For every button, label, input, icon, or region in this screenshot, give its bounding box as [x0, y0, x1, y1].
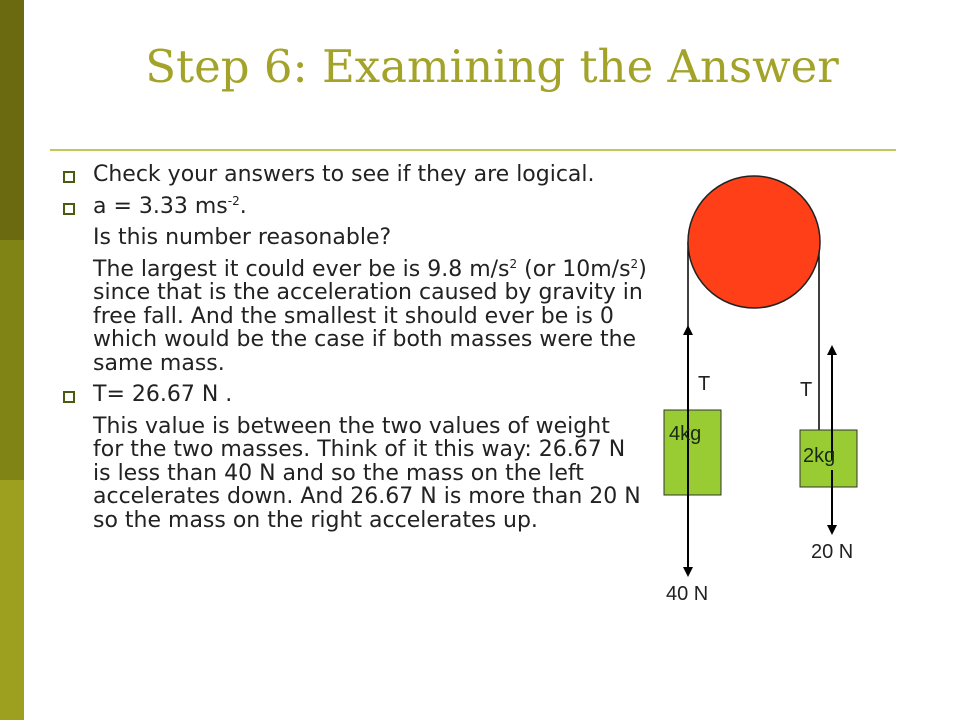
left-weight-label: 40 N	[666, 583, 709, 605]
right-weight-label: 20 N	[811, 541, 854, 563]
tension-explanation: This value is between the two values of weight for the two masses. Think of it this way: 26.67 N is less than 40 N and so the mass on the left accelerates down. And 26.67 N is more than 20 N so the mass on the right accelerates up.	[93, 413, 641, 533]
bullet-acceleration: a = 3.33 $ms^{-2}$.	[62, 195, 647, 219]
bullet-tension: T= 26.67 N .	[62, 383, 647, 407]
pulley-wheel	[688, 176, 820, 308]
slide-body	[62, 163, 647, 540]
slide-title: Step 6: Examining the Answer	[145, 40, 839, 93]
acceleration-explanation: The largest it could ever be is 9.8 $m/s^2$ (or $10m/s^2$) since that is the acceleration caused by gravity in free fall. And the smallest it should ever be is 0 which would be the case if both masses were the same mass.	[93, 256, 647, 376]
right-tension-label: T	[800, 379, 813, 401]
title-divider	[50, 149, 896, 151]
square-bullet-icon	[63, 391, 75, 403]
left-tension-label: T	[698, 373, 711, 395]
side-stripe-middle	[0, 240, 24, 480]
bullet-check-answers: Check your answers to see if they are logical.	[62, 163, 647, 187]
side-stripe-top	[0, 0, 24, 240]
pulley-diagram	[650, 160, 950, 640]
reasonable-question: Is this number reasonable?	[93, 225, 392, 250]
square-bullet-icon	[63, 171, 75, 183]
square-bullet-icon	[63, 203, 75, 215]
right-mass-label: 2kg	[803, 445, 836, 467]
left-mass-label: 4kg	[669, 423, 702, 445]
side-stripe-bottom	[0, 480, 24, 720]
